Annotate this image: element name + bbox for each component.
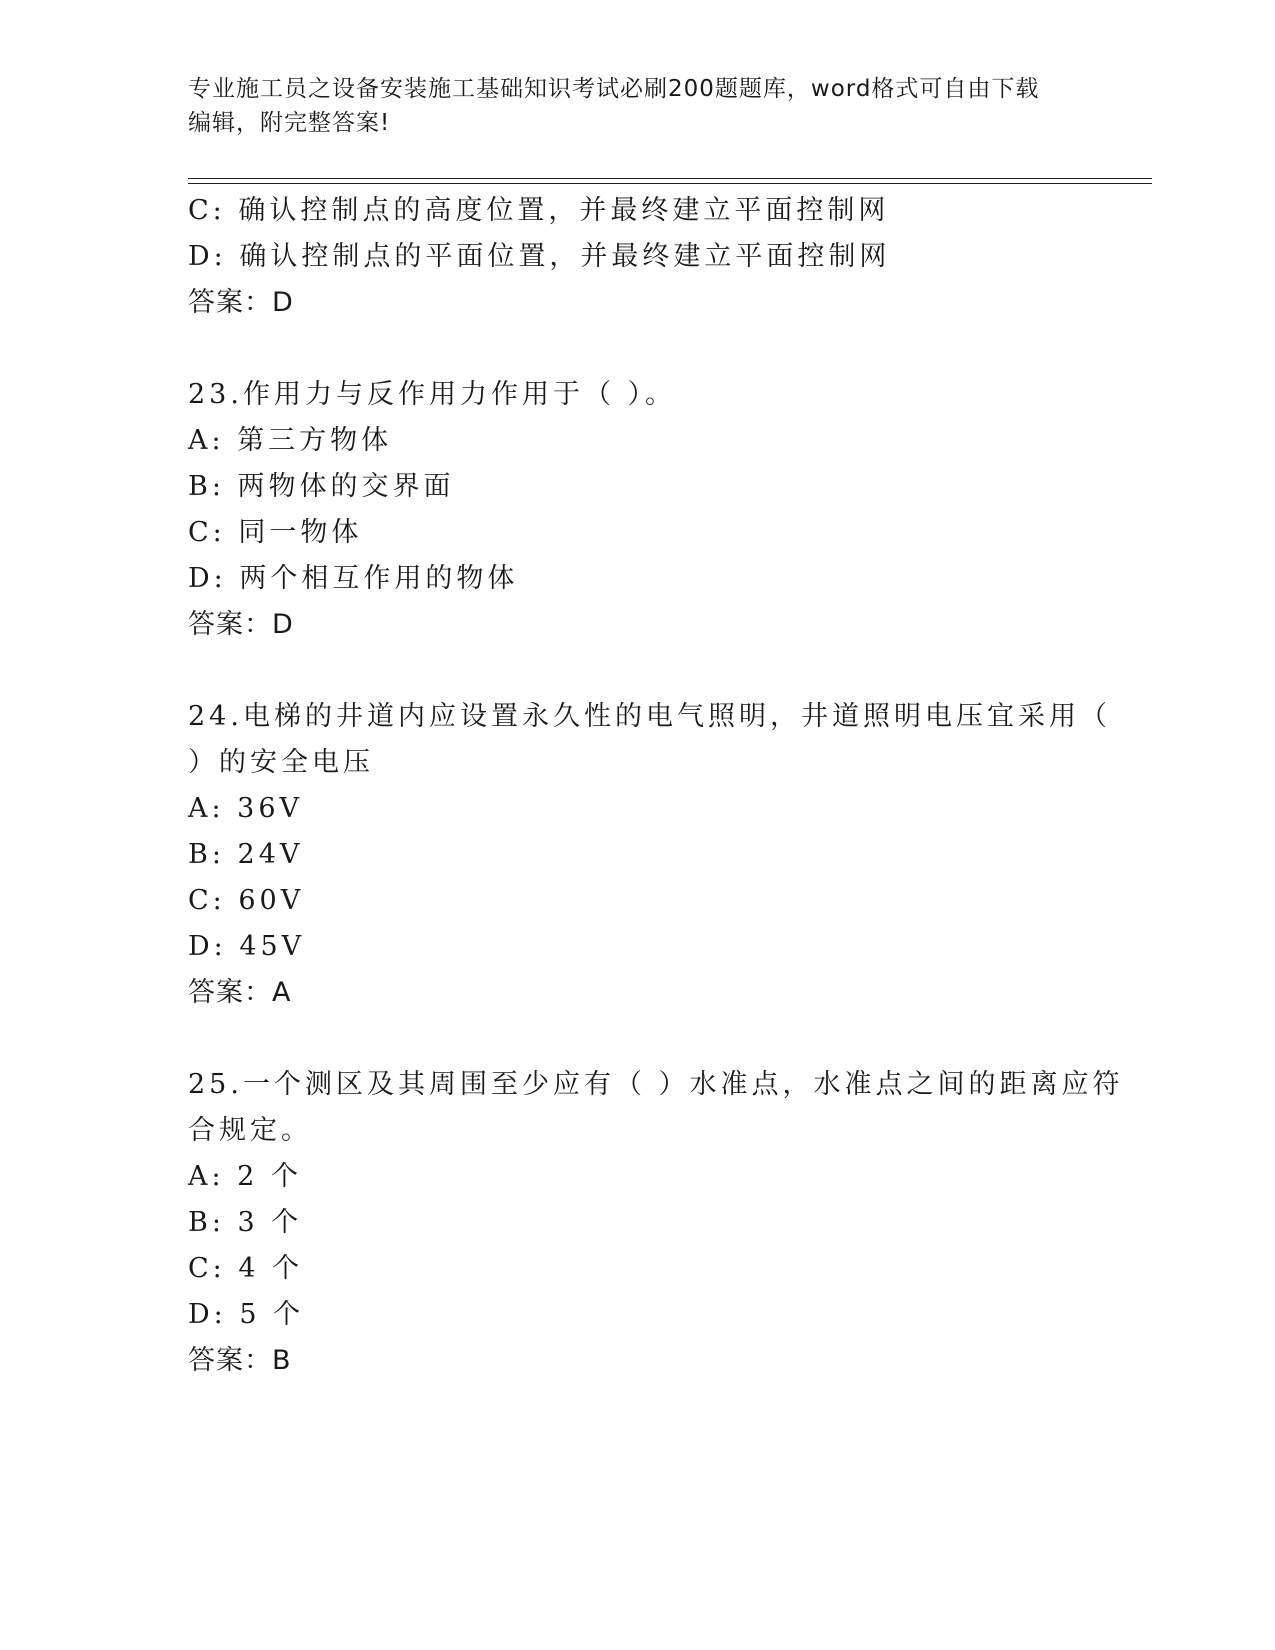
option-d: D: 两个相互作用的物体: [188, 563, 519, 594]
header-title-line-2: 编辑，附完整答案!: [188, 110, 391, 136]
question-22-tail: [188, 188, 1148, 326]
question-text: 23.作用力与反作用力作用于（ ）。: [188, 379, 677, 410]
question-23: [188, 372, 1148, 648]
header-divider-bottom: [188, 183, 1152, 184]
option-b: B: 两物体的交界面: [188, 471, 455, 502]
question-list: [188, 188, 1148, 1384]
option-c: C: 同一物体: [188, 517, 363, 548]
answer: 答案：A: [188, 977, 292, 1008]
question-text-line-1: 24.电梯的井道内应设置永久性的电气照明，井道照明电压宜采用（: [188, 701, 1111, 732]
question-25: [188, 1062, 1148, 1384]
option-a: A: 2 个: [188, 1161, 302, 1192]
option-d: D: 确认控制点的平面位置，并最终建立平面控制网: [188, 241, 891, 272]
option-b: B: 24V: [188, 839, 304, 870]
option-c: C: 确认控制点的高度位置，并最终建立平面控制网: [188, 195, 890, 226]
question-text-line-1: 25.一个测区及其周围至少应有（ ）水准点，水准点之间的距离应符: [188, 1069, 1124, 1100]
answer: 答案：D: [188, 609, 294, 640]
option-a: A: 第三方物体: [188, 425, 393, 456]
question-text-line-2: 合规定。: [188, 1115, 312, 1146]
spacer: [188, 648, 1148, 694]
option-a: A: 36V: [188, 793, 304, 824]
header-divider-top: [188, 178, 1152, 179]
question-text-line-2: ）的安全电压: [188, 747, 374, 778]
spacer: [188, 326, 1148, 372]
option-c: C: 60V: [188, 885, 305, 916]
option-d: D: 45V: [188, 931, 306, 962]
document-header: [188, 72, 1088, 140]
answer: 答案：D: [188, 287, 294, 318]
option-d: D: 5 个: [188, 1299, 305, 1330]
option-b: B: 3 个: [188, 1207, 303, 1238]
question-24: [188, 694, 1148, 1016]
spacer: [188, 1016, 1148, 1062]
header-title-line-1: 专业施工员之设备安装施工基础知识考试必刷200题题库，word格式可自由下载: [188, 76, 1040, 102]
answer: 答案：B: [188, 1345, 292, 1376]
option-c: C: 4 个: [188, 1253, 304, 1284]
